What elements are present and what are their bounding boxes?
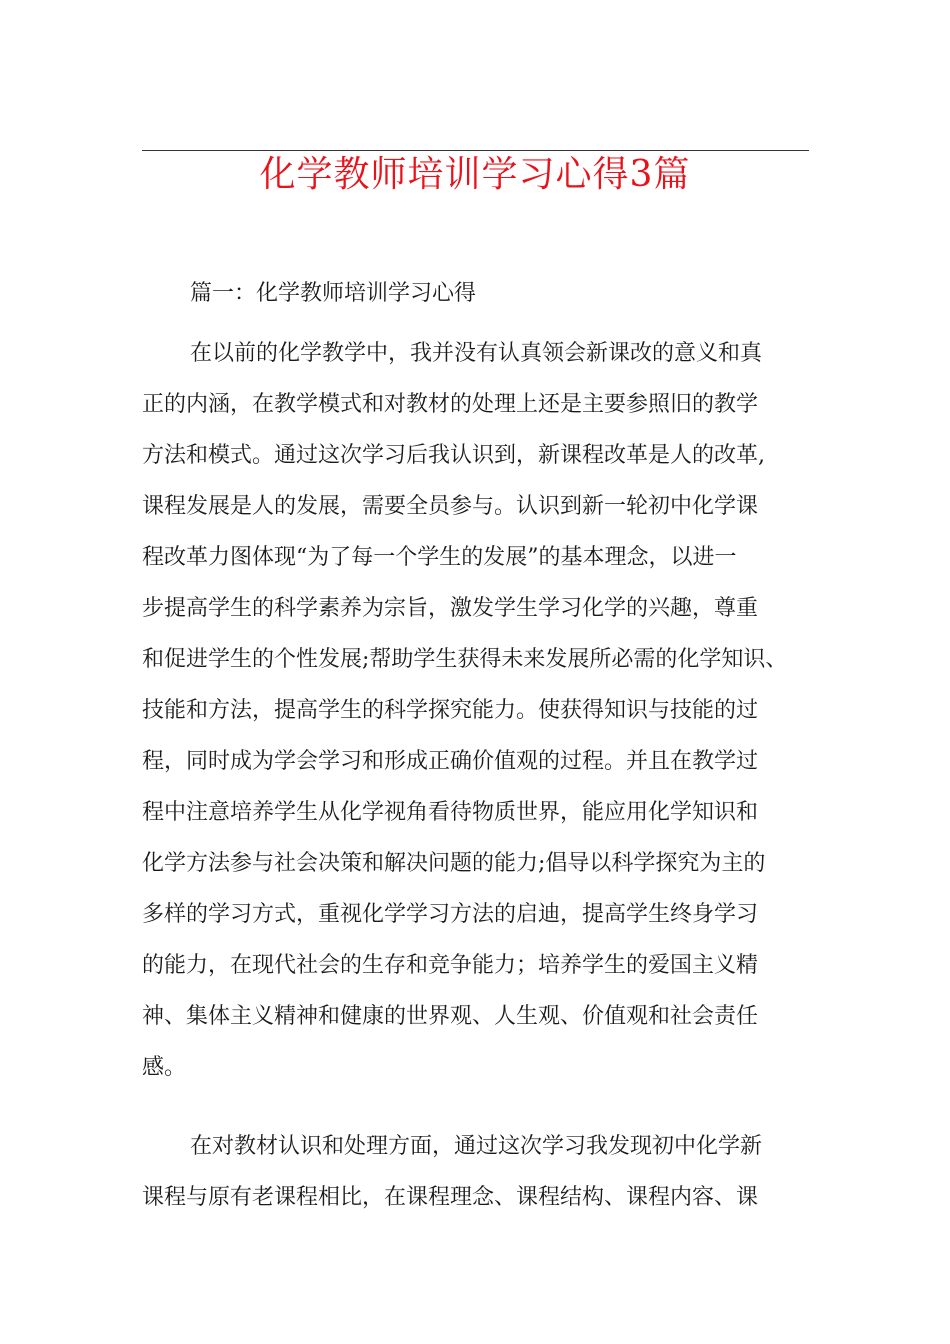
text-line: 步提高学生的科学素养为宗旨，激发学生学习化学的兴趣，尊重	[142, 596, 759, 621]
text-line: 多样的学习方式，重视化学学习方法的启迪，提高学生终身学习	[142, 902, 759, 927]
text-line: 程，同时成为学会学习和形成正确价值观的过程。并且在教学过	[142, 749, 759, 774]
text-line: 技能和方法，提高学生的科学探究能力。使获得知识与技能的过	[142, 698, 759, 723]
document-body	[142, 276, 809, 1223]
text-line: 的能力，在现代社会的生存和竞争能力；培养学生的爱国主义精	[142, 953, 759, 978]
text-line: 在以前的化学教学中，我并没有认真领会新课改的意义和真	[190, 341, 763, 366]
text-line: 课程与原有老课程相比，在课程理念、课程结构、课程内容、课	[142, 1185, 759, 1210]
text-line: 神、集体主义精神和健康的世界观、人生观、价值观和社会责任	[142, 1004, 759, 1029]
text-line: 和促进学生的个性发展;帮助学生获得未来发展所必需的化学知识、	[142, 647, 788, 672]
text-line: 感。	[142, 1055, 187, 1080]
page-title: 化学教师培训学习心得3篇	[259, 154, 691, 195]
text-line: 在对教材认识和处理方面，通过这次学习我发现初中化学新	[190, 1134, 763, 1159]
text-line: 程改革力图体现“为了每一个学生的发展”的基本理念，以进一	[142, 545, 737, 570]
text-line: 正的内涵，在教学模式和对教材的处理上还是主要参照旧的教学	[142, 392, 759, 417]
text-line: 化学方法参与社会决策和解决问题的能力;倡导以科学探究为主的	[142, 851, 766, 876]
text-line: 方法和模式。通过这次学习后我认识到，新课程改革是人的改革,	[142, 443, 765, 468]
paragraph-1	[142, 328, 809, 1093]
section-heading: 篇一：化学教师培训学习心得	[190, 281, 477, 306]
text-line: 课程发展是人的发展，需要全员参与。认识到新一轮初中化学课	[142, 494, 759, 519]
text-line: 程中注意培养学生从化学视角看待物质世界，能应用化学知识和	[142, 800, 759, 825]
paragraph-2	[142, 1121, 809, 1223]
